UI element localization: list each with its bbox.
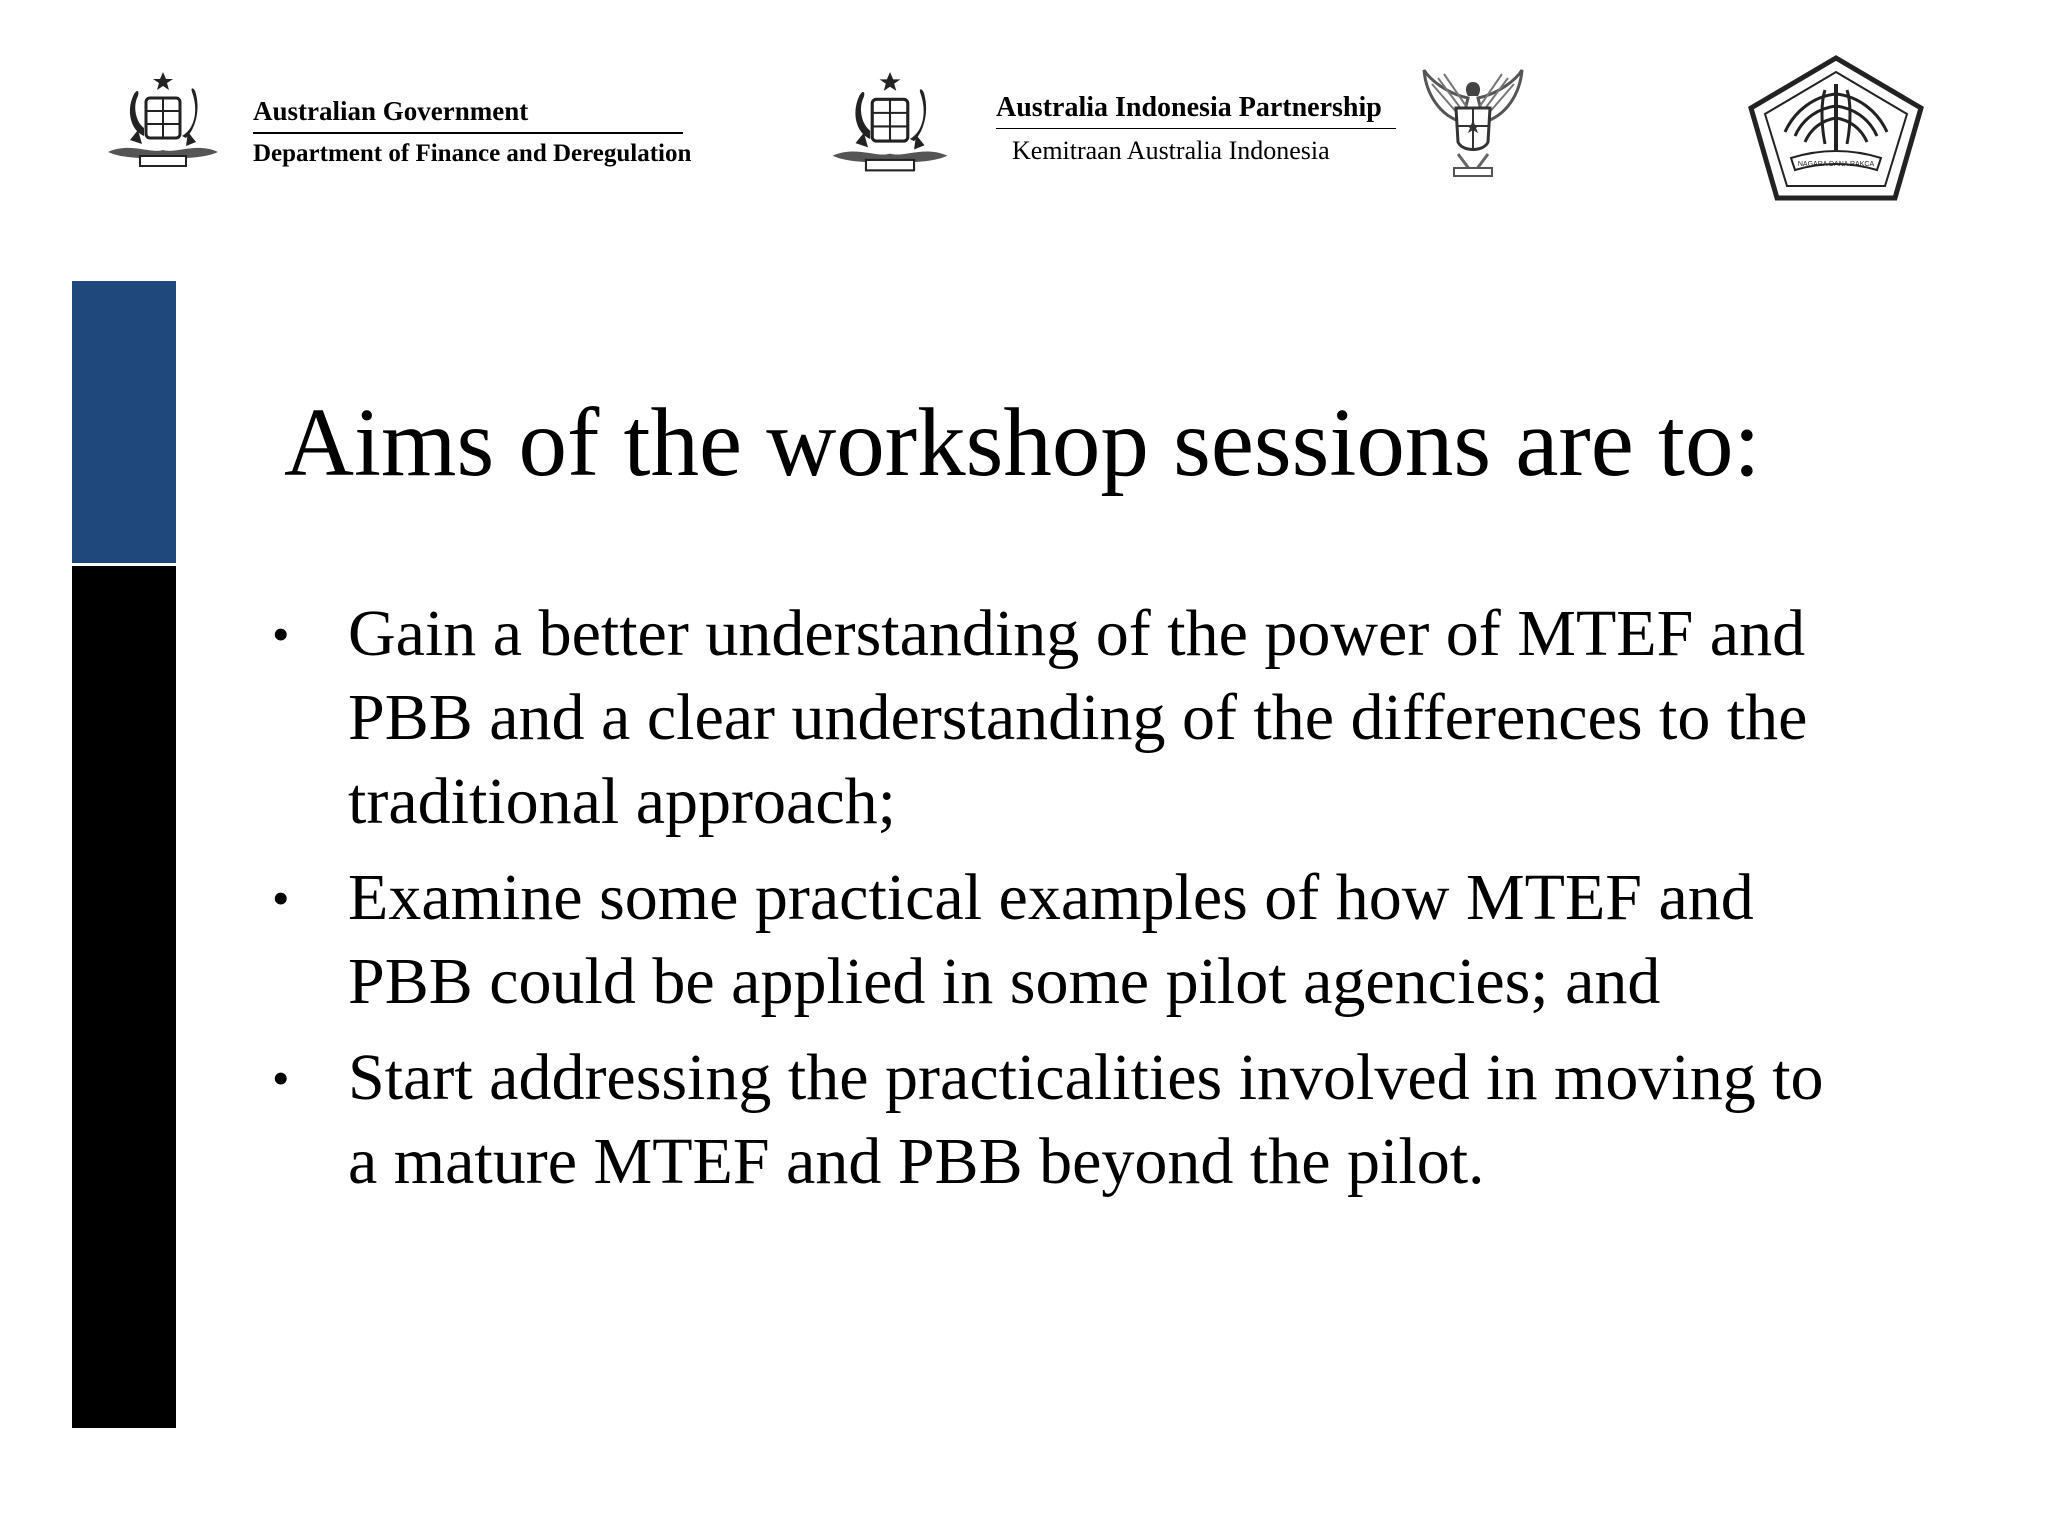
coat-of-arms-icon: [820, 70, 960, 185]
logo-title: Australia Indonesia Partnership: [996, 92, 1382, 123]
logo-title: Australian Government: [253, 96, 529, 126]
bullet-glyph: •: [272, 1050, 290, 1106]
accent-bar-bottom: [72, 566, 176, 1428]
bullet-item: [264, 592, 1864, 844]
logo-subtitle: Kemitraan Australia Indonesia: [1012, 136, 1330, 165]
seal-text: NAGARA DANA RAKCA: [1797, 161, 1875, 168]
logo-divider: [253, 132, 683, 134]
garuda-emblem-icon: [1418, 64, 1528, 184]
australian-government-logo: [100, 70, 690, 180]
accent-bar-top: [72, 281, 176, 563]
bullet-text: Start addressing the practicalities involved in moving to a mature MTEF and PBB beyond the pilot.: [348, 1041, 1824, 1198]
bullet-text: Examine some practical examples of how MTEF and PBB could be applied in some pilot agencies; and: [348, 861, 1754, 1018]
coat-of-arms-icon: [100, 70, 226, 180]
slide-title: Aims of the workshop sessions are to:: [284, 389, 1761, 496]
bullet-item: [264, 1036, 1864, 1204]
bullet-item: [264, 856, 1864, 1024]
logo-subtitle: Department of Finance and Deregulation: [253, 140, 692, 167]
bullet-glyph: •: [272, 606, 290, 662]
ministry-of-finance-seal-icon: [1745, 54, 1927, 204]
australia-indonesia-partnership-logo: [820, 70, 1540, 190]
bullet-text: Gain a better understanding of the power of MTEF and PBB and a clear understanding of the differences to the traditional approach;: [348, 597, 1808, 838]
logo-divider: [996, 128, 1396, 129]
bullet-list: [264, 592, 1864, 1216]
bullet-glyph: •: [272, 870, 290, 926]
